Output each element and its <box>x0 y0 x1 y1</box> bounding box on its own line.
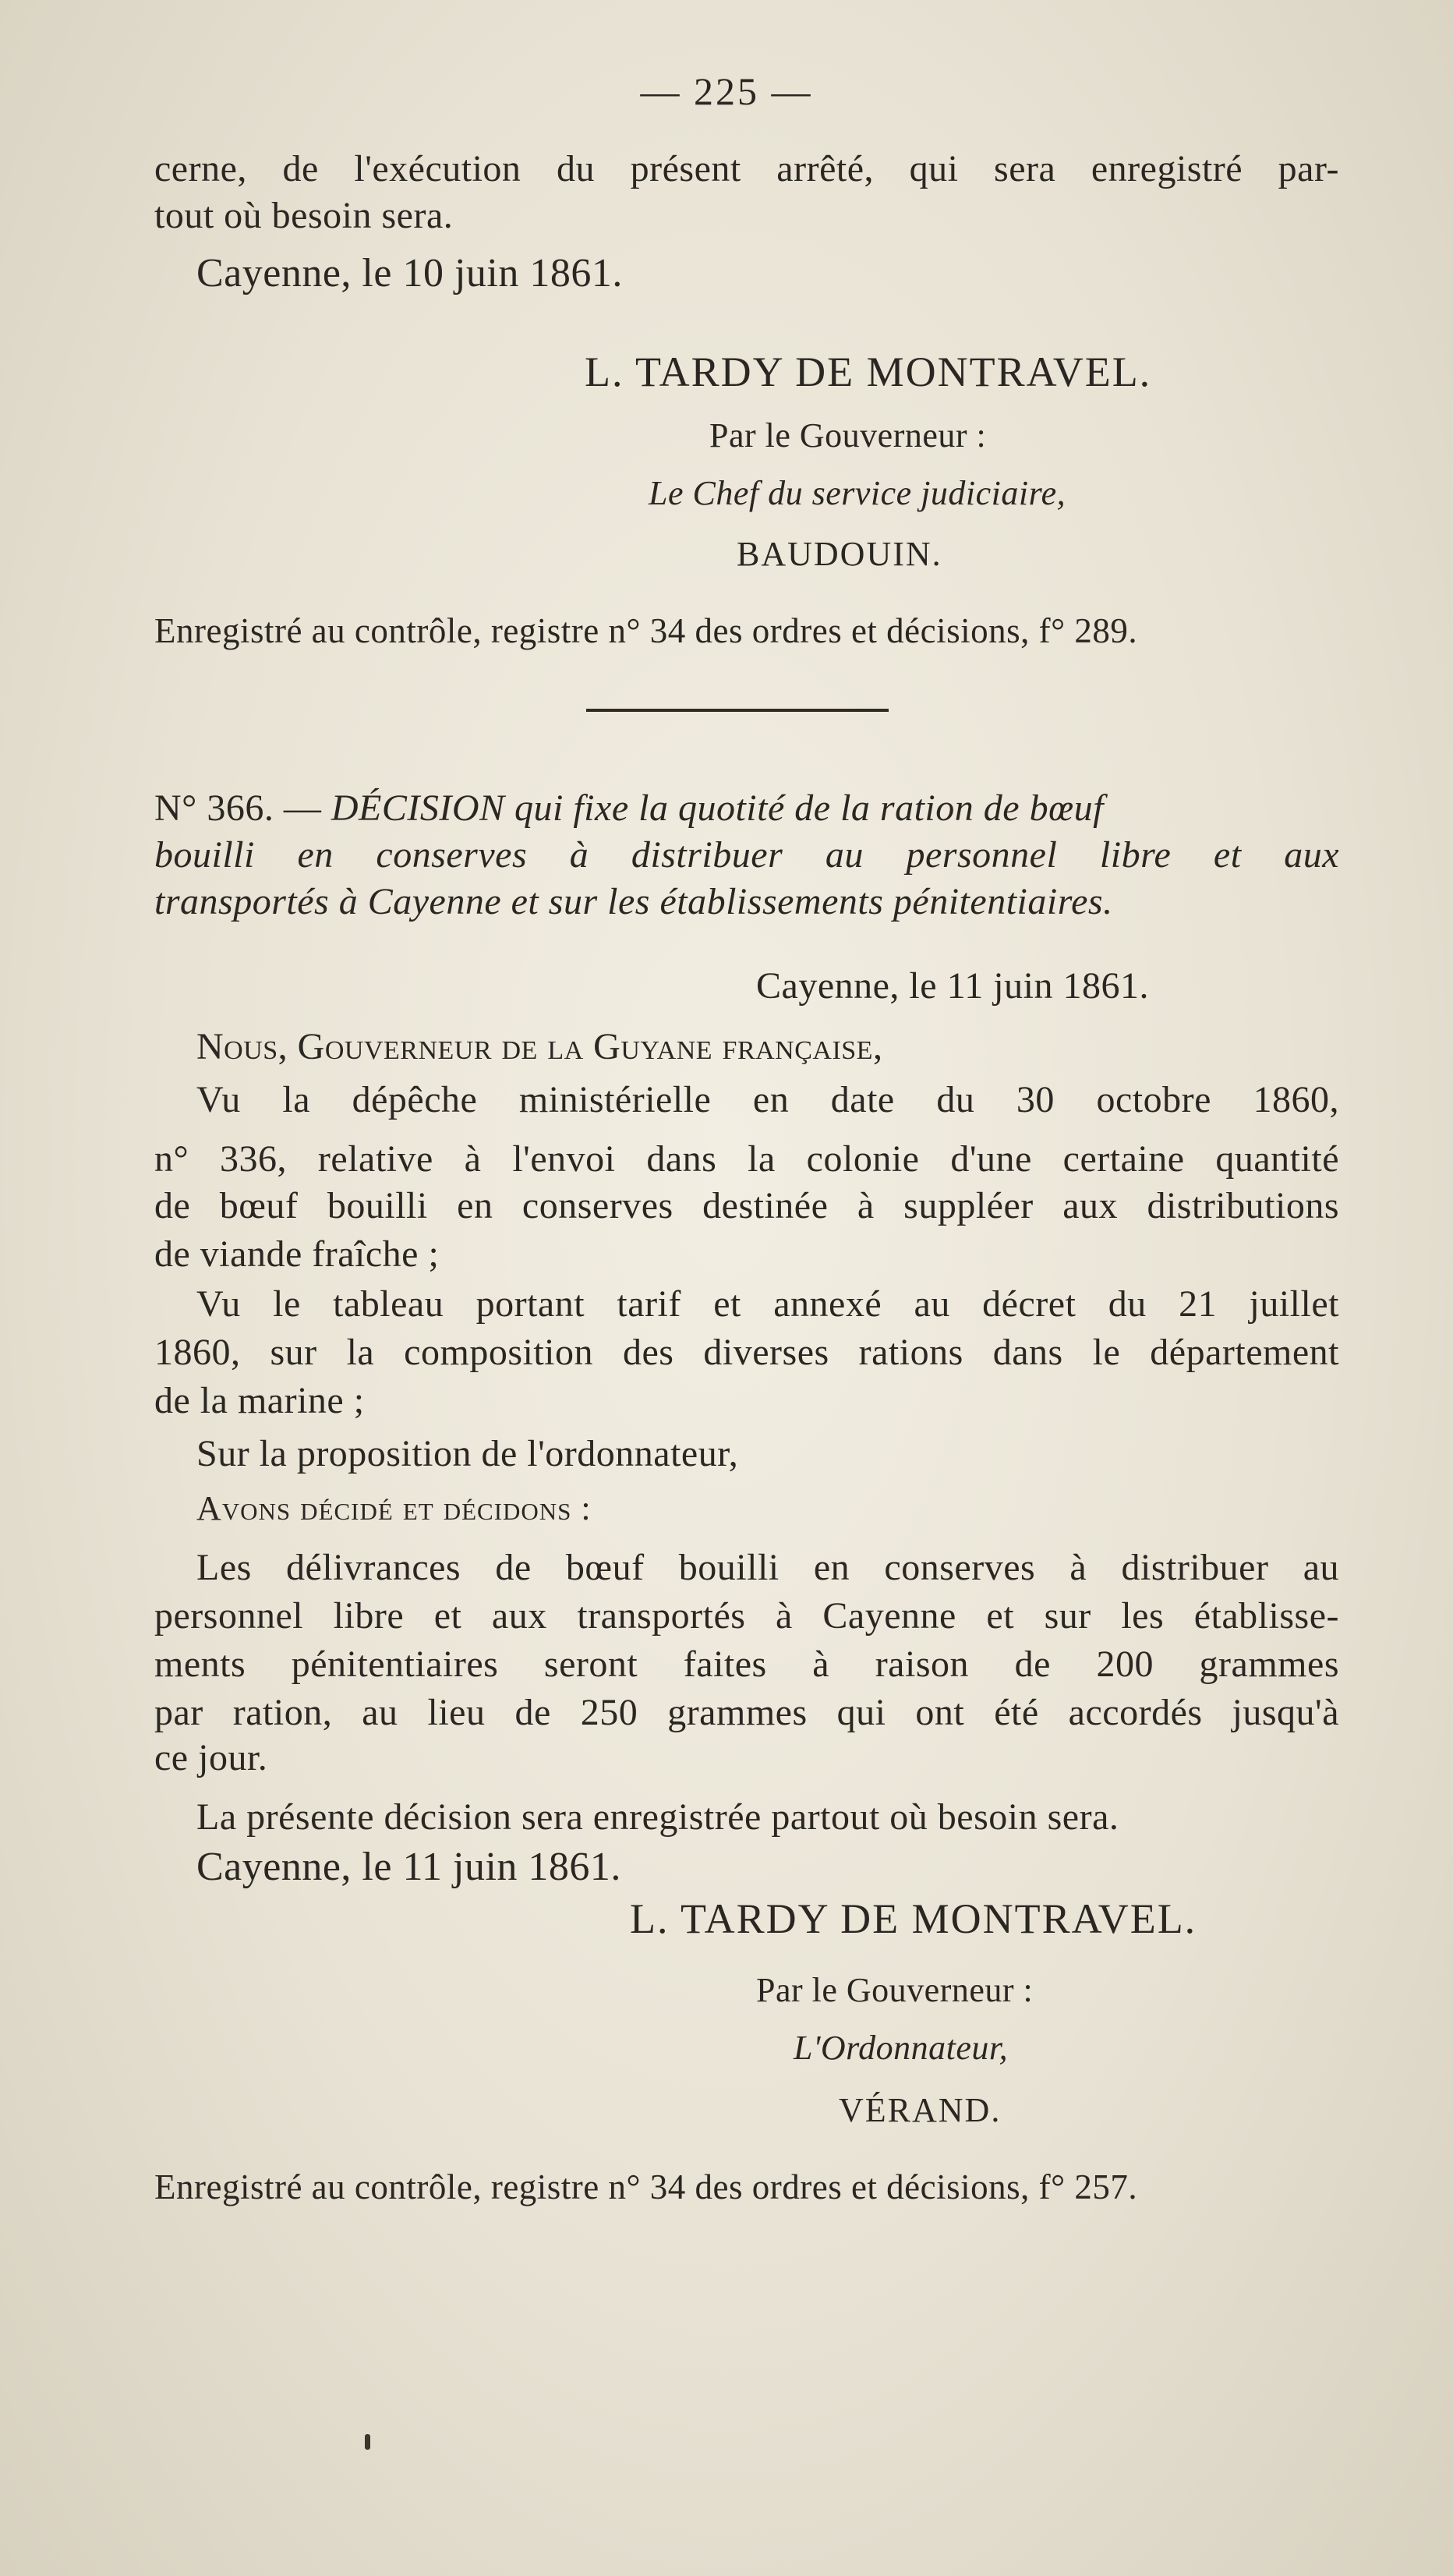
vu1-line-2: n° 336, relative à l'envoi dans la colonie d'une certaine quantité <box>154 1138 1339 1180</box>
body-line-2: personnel libre et aux transportés à Cayenne et sur les établisse- <box>154 1595 1339 1637</box>
prev-role: Le Chef du service judiciaire, <box>649 474 1066 512</box>
decision-heading-line-3: transportés à Cayenne et sur les établissements pénitentiaires. <box>154 881 1113 922</box>
sur-la-proposition: Sur la proposition de l'ordonnateur, <box>196 1433 739 1474</box>
prev-name: BAUDOUIN. <box>737 535 942 573</box>
decision-place-date: Cayenne, le 11 juin 1861. <box>756 965 1149 1007</box>
body-line-3: ments pénitentiaires seront faites à raison de 200 grammes <box>154 1644 1339 1685</box>
decision-registration: Enregistré au contrôle, registre n° 34 des ordres et décisions, f° 257. <box>154 2167 1138 2206</box>
decision-preamble: Nous, Gouverneur de la Guyane française, <box>196 1026 883 1067</box>
prev-date: Cayenne, le 10 juin 1861. <box>196 251 623 295</box>
prev-signature: L. TARDY DE MONTRAVEL. <box>585 349 1152 395</box>
vu2-line-3: de la marine ; <box>154 1380 365 1421</box>
decision-signature: L. TARDY DE MONTRAVEL. <box>630 1895 1197 1942</box>
decision-role: L'Ordonnateur, <box>794 2029 1009 2067</box>
ink-speck <box>365 2434 370 2450</box>
separator-rule <box>586 709 889 712</box>
vu2-line-2: 1860, sur la composition des diverses rations dans le département <box>154 1332 1339 1373</box>
page-number: — 225 — <box>640 69 813 113</box>
vu2-line-1: Vu le tableau portant tarif et annexé au décret du 21 juillet <box>196 1283 1339 1325</box>
decision-name: VÉRAND. <box>839 2091 1002 2129</box>
body-line-4: par ration, au lieu de 250 grammes qui ont été accordés jusqu'à <box>154 1692 1339 1733</box>
decision-heading-line-1 <box>154 786 1104 831</box>
avons-decide: Avons décidé et décidons : <box>196 1489 592 1527</box>
vu1-line-1: Vu la dépêche ministérielle en date du 30 octobre 1860, <box>196 1079 1339 1120</box>
decision-by-line: Par le Gouverneur : <box>756 1971 1034 2009</box>
prev-text-line-2: tout où besoin sera. <box>154 195 454 236</box>
decision-heading-title: DÉCISION qui fixe la quotité de la ration de bœuf <box>331 787 1104 829</box>
prev-registration: Enregistré au contrôle, registre n° 34 des ordres et décisions, f° 289. <box>154 611 1138 650</box>
decision-heading-line-2: bouilli en conserves à distribuer au personnel libre et aux <box>154 834 1339 876</box>
body-line-1: Les délivrances de bœuf bouilli en conserves à distribuer au <box>196 1547 1339 1588</box>
prev-text-line-1: cerne, de l'exécution du présent arrêté, qui sera enregistré par- <box>154 148 1339 189</box>
vu1-line-4: de viande fraîche ; <box>154 1233 440 1275</box>
presente-decision: La présente décision sera enregistrée partout où besoin sera. <box>196 1796 1119 1838</box>
vu1-line-3: de bœuf bouilli en conserves destinée à suppléer aux distributions <box>154 1185 1339 1226</box>
prev-by-line: Par le Gouverneur : <box>709 416 987 455</box>
decision-number: N° 366. — <box>154 787 322 829</box>
decision-date: Cayenne, le 11 juin 1861. <box>196 1845 621 1889</box>
body-line-5: ce jour. <box>154 1737 268 1778</box>
